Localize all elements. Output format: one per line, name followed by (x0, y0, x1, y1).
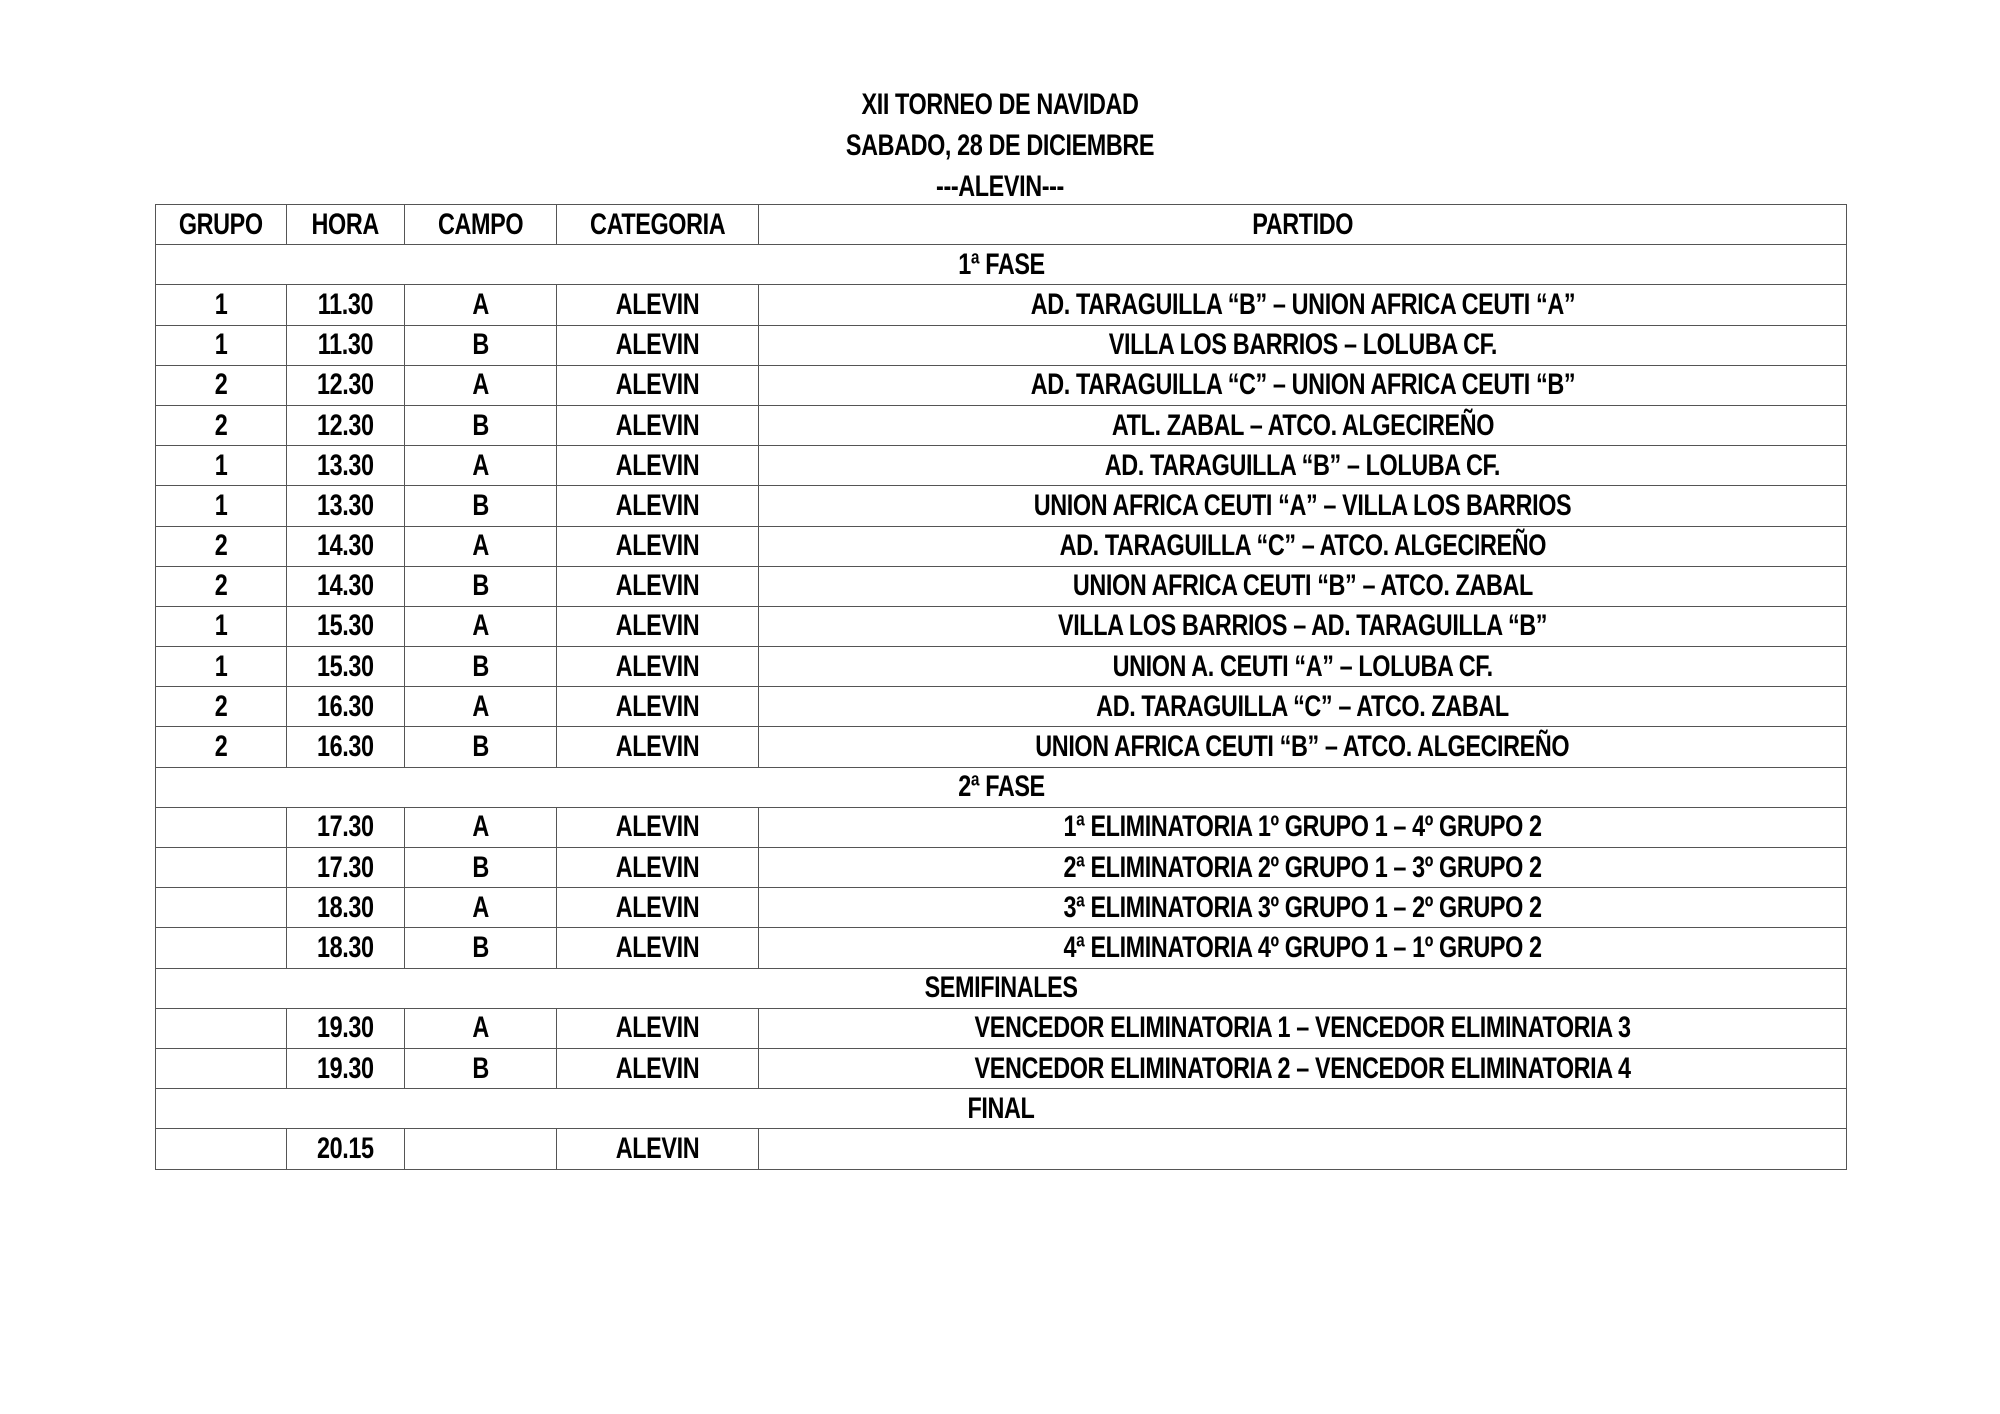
cell-campo: B (405, 486, 557, 526)
cell-categoria: ALEVIN (557, 446, 759, 486)
cell-categoria: ALEVIN (557, 848, 759, 888)
section-title: FINAL (156, 1089, 1847, 1129)
cell-grupo: 1 (156, 606, 287, 646)
cell-partido: AD. TARAGUILLA “B” – LOLUBA CF. (759, 446, 1847, 486)
cell-campo (405, 1129, 557, 1169)
cell-partido: UNION AFRICA CEUTI “B” – ATCO. ALGECIREÑO (759, 727, 1847, 767)
cell-grupo: 2 (156, 526, 287, 566)
cell-hora: 17.30 (287, 807, 405, 847)
cell-partido: VILLA LOS BARRIOS – LOLUBA CF. (759, 325, 1847, 365)
table-row (156, 285, 1847, 325)
cell-categoria: ALEVIN (557, 888, 759, 928)
cell-hora: 19.30 (287, 1048, 405, 1088)
table-row (156, 365, 1847, 405)
cell-partido: AD. TARAGUILLA “C” – ATCO. ZABAL (759, 687, 1847, 727)
cell-categoria: ALEVIN (557, 606, 759, 646)
table-row (156, 1048, 1847, 1088)
table-row (156, 848, 1847, 888)
cell-campo: A (405, 526, 557, 566)
table-row (156, 606, 1847, 646)
cell-partido: UNION AFRICA CEUTI “A” – VILLA LOS BARRIOS (759, 486, 1847, 526)
cell-hora: 12.30 (287, 405, 405, 445)
cell-partido: VILLA LOS BARRIOS – AD. TARAGUILLA “B” (759, 606, 1847, 646)
cell-hora: 19.30 (287, 1008, 405, 1048)
cell-grupo: 1 (156, 486, 287, 526)
cell-partido: AD. TARAGUILLA “B” – UNION AFRICA CEUTI “A” (759, 285, 1847, 325)
tournament-title: XII TORNEO DE NAVIDAD (861, 88, 1139, 121)
table-row (156, 647, 1847, 687)
cell-campo: B (405, 405, 557, 445)
cell-categoria: ALEVIN (557, 405, 759, 445)
cell-grupo (156, 848, 287, 888)
cell-campo: A (405, 606, 557, 646)
column-header-campo: CAMPO (405, 205, 557, 245)
cell-grupo (156, 888, 287, 928)
cell-hora: 13.30 (287, 486, 405, 526)
cell-hora: 20.15 (287, 1129, 405, 1169)
section-header-row (156, 968, 1847, 1008)
cell-hora: 14.30 (287, 526, 405, 566)
cell-partido: AD. TARAGUILLA “C” – ATCO. ALGECIREÑO (759, 526, 1847, 566)
cell-grupo (156, 1008, 287, 1048)
cell-grupo (156, 928, 287, 968)
cell-categoria: ALEVIN (557, 526, 759, 566)
cell-grupo: 1 (156, 285, 287, 325)
cell-hora: 16.30 (287, 727, 405, 767)
cell-partido: 3ª ELIMINATORIA 3º GRUPO 1 – 2º GRUPO 2 (759, 888, 1847, 928)
cell-campo: A (405, 446, 557, 486)
cell-categoria: ALEVIN (557, 1129, 759, 1169)
column-header-hora: HORA (287, 205, 405, 245)
cell-grupo: 1 (156, 446, 287, 486)
cell-categoria: ALEVIN (557, 1048, 759, 1088)
cell-campo: B (405, 566, 557, 606)
cell-campo: A (405, 1008, 557, 1048)
cell-grupo: 2 (156, 727, 287, 767)
cell-hora: 16.30 (287, 687, 405, 727)
section-header-row (156, 245, 1847, 285)
column-header-categoria: CATEGORIA (557, 205, 759, 245)
cell-hora: 12.30 (287, 365, 405, 405)
schedule-table (155, 204, 1847, 1170)
document-heading (0, 84, 2000, 207)
cell-hora: 18.30 (287, 928, 405, 968)
table-row (156, 807, 1847, 847)
cell-partido: VENCEDOR ELIMINATORIA 1 – VENCEDOR ELIMINATORIA 3 (759, 1008, 1847, 1048)
cell-campo: A (405, 687, 557, 727)
cell-categoria: ALEVIN (557, 687, 759, 727)
section-header-row (156, 1089, 1847, 1129)
cell-partido: VENCEDOR ELIMINATORIA 2 – VENCEDOR ELIMINATORIA 4 (759, 1048, 1847, 1088)
section-title: SEMIFINALES (156, 968, 1847, 1008)
cell-partido: 1ª ELIMINATORIA 1º GRUPO 1 – 4º GRUPO 2 (759, 807, 1847, 847)
cell-grupo: 1 (156, 647, 287, 687)
tournament-category: ---ALEVIN--- (936, 170, 1064, 203)
cell-hora: 15.30 (287, 606, 405, 646)
cell-grupo: 2 (156, 687, 287, 727)
cell-grupo (156, 807, 287, 847)
table-row (156, 486, 1847, 526)
cell-categoria: ALEVIN (557, 566, 759, 606)
cell-grupo: 2 (156, 566, 287, 606)
cell-campo: B (405, 848, 557, 888)
cell-campo: B (405, 325, 557, 365)
section-header-row (156, 767, 1847, 807)
cell-grupo (156, 1129, 287, 1169)
cell-hora: 11.30 (287, 325, 405, 365)
cell-hora: 15.30 (287, 647, 405, 687)
table-row (156, 526, 1847, 566)
cell-hora: 11.30 (287, 285, 405, 325)
cell-categoria: ALEVIN (557, 365, 759, 405)
cell-partido (759, 1129, 1847, 1169)
cell-campo: A (405, 807, 557, 847)
cell-categoria: ALEVIN (557, 486, 759, 526)
tournament-date: SABADO, 28 DE DICIEMBRE (845, 129, 1155, 162)
schedule-body (156, 245, 1847, 1169)
cell-hora: 14.30 (287, 566, 405, 606)
cell-grupo: 1 (156, 325, 287, 365)
cell-categoria: ALEVIN (557, 647, 759, 687)
cell-grupo (156, 1048, 287, 1088)
table-row (156, 888, 1847, 928)
cell-campo: A (405, 285, 557, 325)
cell-campo: A (405, 888, 557, 928)
cell-hora: 18.30 (287, 888, 405, 928)
cell-hora: 13.30 (287, 446, 405, 486)
cell-categoria: ALEVIN (557, 285, 759, 325)
column-header-grupo: GRUPO (156, 205, 287, 245)
table-row (156, 325, 1847, 365)
cell-categoria: ALEVIN (557, 727, 759, 767)
table-row (156, 566, 1847, 606)
table-header-row (156, 205, 1847, 245)
cell-partido: 4ª ELIMINATORIA 4º GRUPO 1 – 1º GRUPO 2 (759, 928, 1847, 968)
cell-campo: B (405, 647, 557, 687)
cell-partido: AD. TARAGUILLA “C” – UNION AFRICA CEUTI “B” (759, 365, 1847, 405)
cell-categoria: ALEVIN (557, 928, 759, 968)
table-row (156, 727, 1847, 767)
cell-grupo: 2 (156, 365, 287, 405)
table-row (156, 687, 1847, 727)
table-row (156, 1008, 1847, 1048)
table-row (156, 928, 1847, 968)
cell-partido: ATL. ZABAL – ATCO. ALGECIREÑO (759, 405, 1847, 445)
cell-campo: B (405, 928, 557, 968)
section-title: 1ª FASE (156, 245, 1847, 285)
column-header-partido: PARTIDO (759, 205, 1847, 245)
cell-campo: B (405, 1048, 557, 1088)
cell-campo: B (405, 727, 557, 767)
table-row (156, 446, 1847, 486)
cell-categoria: ALEVIN (557, 1008, 759, 1048)
cell-partido: 2ª ELIMINATORIA 2º GRUPO 1 – 3º GRUPO 2 (759, 848, 1847, 888)
table-row (156, 405, 1847, 445)
table-row (156, 1129, 1847, 1169)
cell-categoria: ALEVIN (557, 807, 759, 847)
cell-partido: UNION A. CEUTI “A” – LOLUBA CF. (759, 647, 1847, 687)
cell-hora: 17.30 (287, 848, 405, 888)
cell-campo: A (405, 365, 557, 405)
section-title: 2ª FASE (156, 767, 1847, 807)
cell-partido: UNION AFRICA CEUTI “B” – ATCO. ZABAL (759, 566, 1847, 606)
cell-grupo: 2 (156, 405, 287, 445)
cell-categoria: ALEVIN (557, 325, 759, 365)
